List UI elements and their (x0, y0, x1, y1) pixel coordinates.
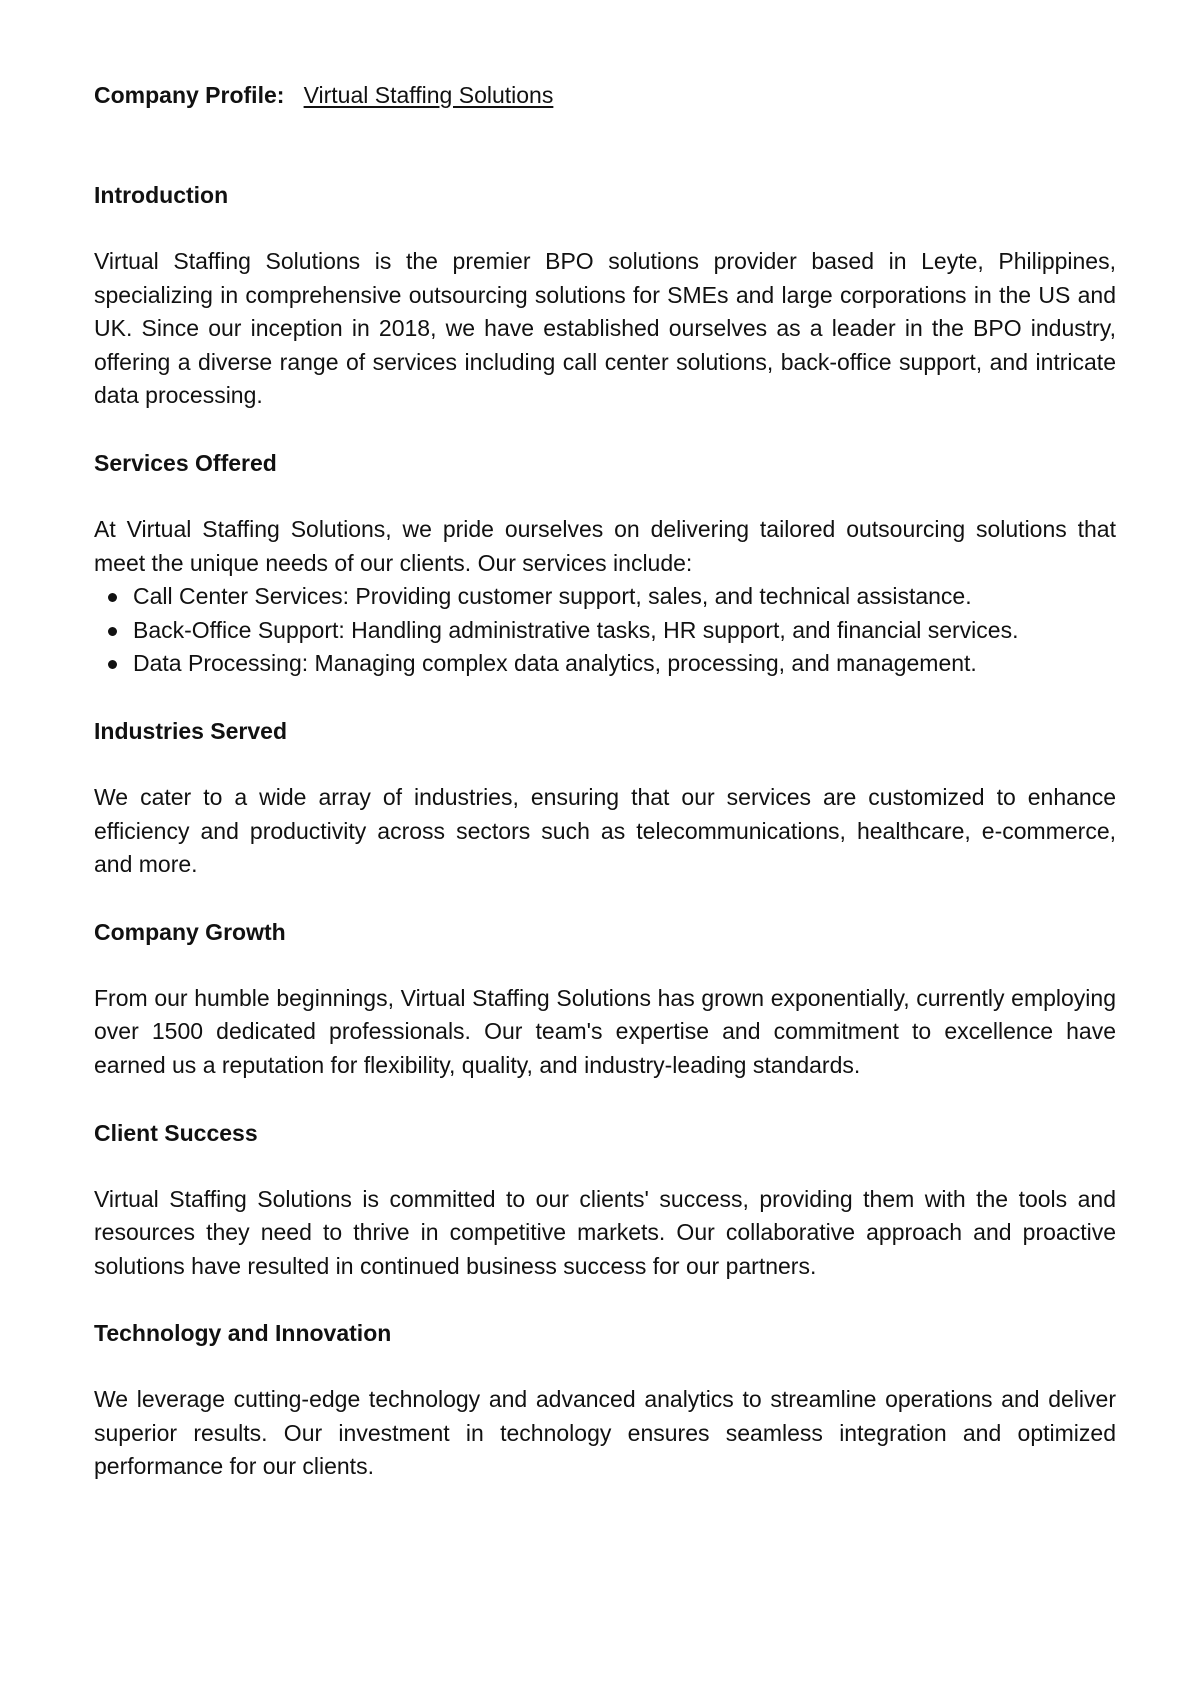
growth-heading: Company Growth (94, 918, 286, 945)
bullet-icon (108, 627, 117, 636)
title-label: Company Profile: (94, 82, 285, 108)
client-success-paragraph: Virtual Staffing Solutions is committed to our clients' success, providing them with the tools and resources they need to thrive in competitive markets. Our collaborative approach and proactive solutions have resulted in continued business success for our partners. (94, 1185, 1116, 1279)
bullet-icon (108, 593, 117, 602)
client-success-heading: Client Success (94, 1119, 258, 1146)
services-list-item (94, 647, 1116, 681)
growth-paragraph: From our humble beginnings, Virtual Staffing Solutions has grown exponentially, currently employing over 1500 dedicated professionals. Our team's expertise and commitment to excellence have earned us a reputation for flexibility, quality, and industry-leading standards. (94, 984, 1116, 1078)
technology-paragraph: We leverage cutting-edge technology and advanced analytics to streamline operations and deliver superior results. Our investment in technology ensures seamless integration and optimized performance for our clients. (94, 1386, 1116, 1480)
services-list-item (94, 614, 1116, 648)
title-space (291, 82, 297, 108)
section-growth (94, 915, 1116, 1083)
document-page (94, 78, 1116, 1517)
introduction-paragraph: Virtual Staffing Solutions is the premier BPO solutions provider based in Leyte, Philippines, specializing in comprehensive outsourcing solutions for SMEs and large corporations in the US and UK. Since our inception in 2018, we have established ourselves as a leader in the BPO industry, offering a diverse range of services including call center solutions, back-office support, and intricate data processing. (94, 248, 1116, 409)
bullet-icon (108, 660, 117, 669)
technology-heading: Technology and Innovation (94, 1320, 392, 1347)
services-heading: Services Offered (94, 449, 277, 476)
introduction-heading: Introduction (94, 182, 229, 208)
services-item-text: Back-Office Support: Handling administrative tasks, HR support, and financial services. (133, 616, 1019, 643)
section-industries (94, 714, 1116, 882)
services-paragraph: At Virtual Staffing Solutions, we pride ourselves on delivering tailored outsourcing solutions that meet the unique needs of our clients. Our services include: (94, 515, 1116, 576)
services-list-item (94, 580, 1116, 614)
industries-heading: Industries Served (94, 717, 288, 744)
section-introduction (94, 178, 1116, 413)
section-technology (94, 1316, 1116, 1484)
services-list (94, 580, 1116, 681)
document-title (94, 78, 1116, 112)
services-item-text: Call Center Services: Providing customer support, sales, and technical assistance. (133, 583, 972, 610)
company-name-link[interactable]: Virtual Staffing Solutions (303, 82, 554, 108)
section-services (94, 446, 1116, 681)
services-item-text: Data Processing: Managing complex data analytics, processing, and management. (133, 650, 977, 677)
industries-paragraph: We cater to a wide array of industries, ensuring that our services are customized to enhance efficiency and productivity across sectors such as telecommunications, healthcare, e-commerce, and more. (94, 783, 1116, 878)
section-client-success (94, 1116, 1116, 1284)
